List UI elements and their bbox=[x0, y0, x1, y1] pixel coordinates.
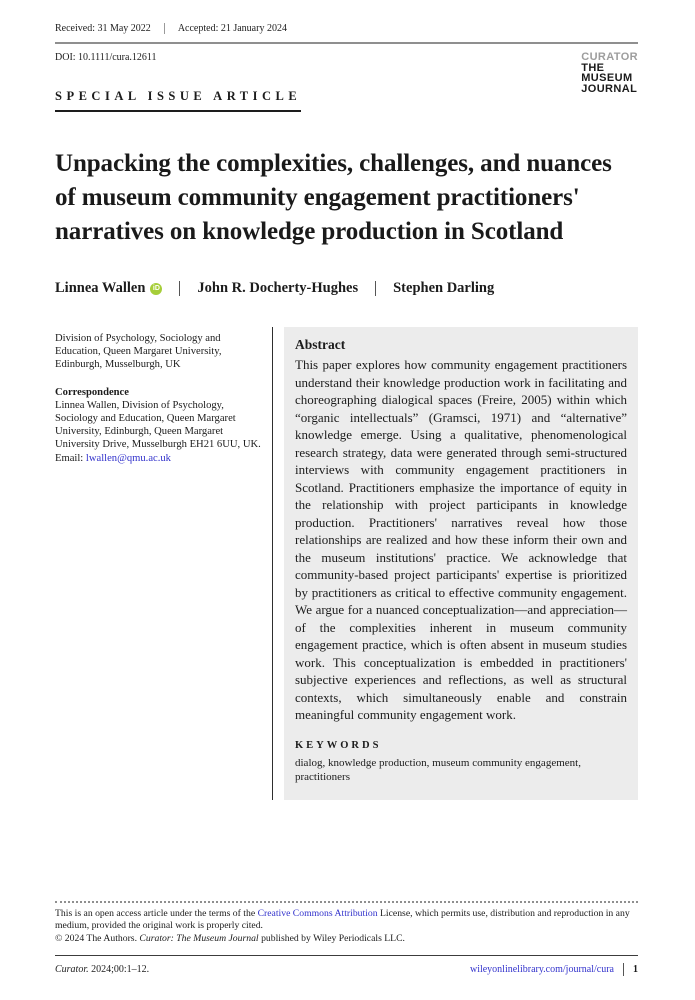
column-divider bbox=[272, 327, 273, 800]
citation-rest: 2024;00:1–12. bbox=[88, 964, 150, 975]
abstract-heading: Abstract bbox=[295, 337, 346, 352]
author-info-column bbox=[55, 327, 261, 800]
abstract-box bbox=[284, 327, 638, 800]
license-text-pre: This is an open access article under the terms of the bbox=[55, 907, 258, 919]
doi-row bbox=[55, 52, 638, 63]
copyright-line bbox=[55, 933, 638, 946]
keywords-heading: KEYWORDS bbox=[295, 739, 382, 751]
logo-line-the: THE bbox=[581, 61, 605, 74]
orcid-icon[interactable]: iD bbox=[150, 283, 162, 295]
article-title: Unpacking the complexities, challenges, and nuances of museum community engagement practitioners' narratives on knowledge production in Scotland bbox=[55, 150, 612, 245]
logo-line-museum: MUSEUM bbox=[581, 72, 633, 84]
author-name-1: Linnea Wallen bbox=[55, 280, 146, 296]
author-separator bbox=[179, 281, 180, 296]
email-label: Email: bbox=[55, 452, 86, 464]
copyright-journal-name: Curator: The Museum Journal bbox=[139, 932, 259, 944]
email-link[interactable]: lwallen@qmu.ac.uk bbox=[85, 452, 171, 464]
article-info-columns bbox=[55, 327, 638, 800]
author-name-3: Stephen Darling bbox=[393, 280, 495, 296]
email-line bbox=[55, 452, 261, 465]
accepted-date: Accepted: 21 January 2024 bbox=[177, 23, 287, 34]
cc-license-link[interactable]: Creative Commons Attribution bbox=[257, 907, 378, 919]
page-number: 1 bbox=[633, 964, 638, 975]
footer-row bbox=[55, 963, 638, 976]
author-name-2: John R. Docherty-Hughes bbox=[197, 280, 359, 296]
article-type-label: SPECIAL ISSUE ARTICLE bbox=[55, 89, 301, 112]
received-accepted-row bbox=[55, 20, 638, 44]
copyright-post: published by Wiley Periodicals LLC. bbox=[258, 932, 405, 944]
citation bbox=[55, 964, 149, 975]
abstract-text: This paper explores how community engagement practitioners understand their knowledge production work in facilitating and choreographing dialogical spaces (Freire, 2005) within which “organic intellectuals” (Gramsci, 1971) and “alternative” knowledge emerge. Using a qualitative, phenomenological research strategy, data were generated through semi-structured interviews with community engagement practitioners in Scotland. Practitioners emphasize the importance of equity in the relationship with project participants in knowledge production. Practitioners' narratives reveal how those relationships are realized and how these inform their own and the museum institutions' practice. We acknowledge that community-based project participants' expertise is prioritized by practitioners as critical to effective community engagement. We argue for a nuanced conceptualization—and appreciation—of the complexities inherent in museum community engagement practice, which is often absent in museum studies work. This conceptualization is embedded in practitioners' subjective experiences and reflections, as well as structural contexts, which simultaneously enable and constrain meaningful community engagement work. bbox=[295, 357, 627, 722]
page-footer bbox=[55, 901, 638, 977]
footer-divider bbox=[55, 955, 638, 956]
logo-line-curator: CURATOR bbox=[581, 51, 638, 63]
journal-url-link[interactable]: wileyonlinelibrary.com/journal/cura bbox=[469, 964, 614, 975]
authors-row bbox=[55, 280, 638, 297]
footer-right bbox=[470, 963, 638, 976]
license-text bbox=[55, 908, 638, 933]
meta-divider bbox=[164, 23, 165, 34]
author-separator bbox=[375, 281, 376, 296]
logo-line-journal: JOURNAL bbox=[581, 82, 638, 95]
correspondence-heading: Correspondence bbox=[55, 386, 129, 398]
license-divider bbox=[55, 901, 638, 903]
copyright-pre: © 2024 The Authors. bbox=[55, 932, 140, 944]
correspondence-body: Linnea Wallen, Division of Psychology, Sociology and Education, Queen Margaret University, Edinburgh, Queen Margaret University Drive, Musselburgh EH21 6UU, UK. bbox=[55, 399, 261, 451]
keywords-text: dialog, knowledge production, museum community engagement, practitioners bbox=[295, 756, 581, 783]
received-date: Received: 31 May 2022 bbox=[55, 23, 151, 34]
citation-journal: Curator. bbox=[55, 964, 89, 975]
journal-logo bbox=[581, 52, 638, 94]
pagenum-divider bbox=[623, 963, 624, 976]
doi: DOI: 10.1111/cura.12611 bbox=[55, 52, 157, 63]
affiliation: Division of Psychology, Sociology and Education, Queen Margaret University, Edinburgh, Musselburgh, UK bbox=[55, 333, 222, 371]
license-text-post: License, which permits use, distribution and reproduction in any medium, provided the original work is properly cited. bbox=[55, 907, 630, 931]
